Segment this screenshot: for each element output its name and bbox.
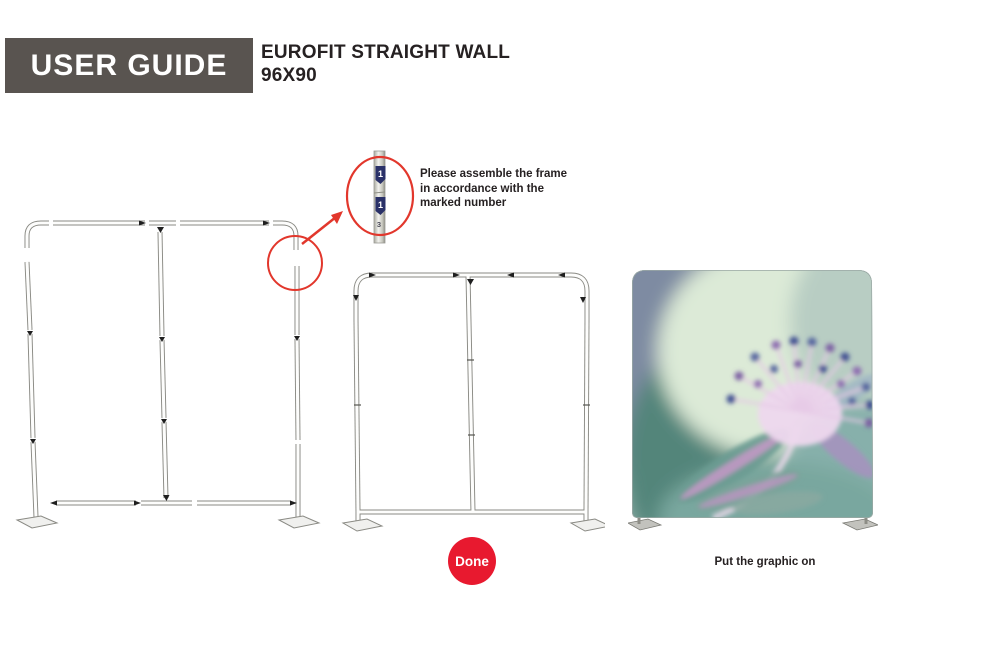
- panel-feet: [628, 516, 878, 530]
- astrantia-flower-graphic-panel: [628, 266, 878, 534]
- page-title: [261, 41, 571, 87]
- assembly-instruction-note: [420, 167, 610, 211]
- note-line-1: Please assemble the frame: [420, 168, 568, 180]
- frame-exploded-diagram: [8, 200, 338, 540]
- page-title-line2: 96X90: [261, 65, 317, 86]
- connector-small-number: 3: [376, 220, 382, 229]
- frame-assembled-diagram: [340, 265, 605, 535]
- note-line-3: marked number: [420, 197, 507, 209]
- exploded-frame-feet: [17, 516, 319, 528]
- user-guide-badge-label: USER GUIDE: [30, 48, 228, 82]
- red-arrow-icon: [302, 211, 343, 244]
- user-guide-badge: [5, 38, 253, 93]
- assembled-frame-feet: [343, 519, 605, 531]
- page-title-line1: EUROFIT STRAIGHT WALL: [261, 42, 511, 63]
- done-step-badge: [448, 537, 496, 585]
- graphic-step-label: Put the graphic on: [714, 556, 816, 568]
- done-step-label: Done: [455, 553, 489, 569]
- exploded-frame-tubes: [27, 223, 298, 518]
- flower-photo: [628, 266, 878, 534]
- assembled-frame-tubes: [356, 275, 587, 522]
- svg-text:1: 1: [377, 200, 384, 210]
- connector-detail-callout: [288, 146, 428, 250]
- graphic-step-caption: [645, 556, 885, 568]
- note-line-2: in accordance with the: [420, 182, 544, 195]
- svg-text:1: 1: [377, 169, 384, 179]
